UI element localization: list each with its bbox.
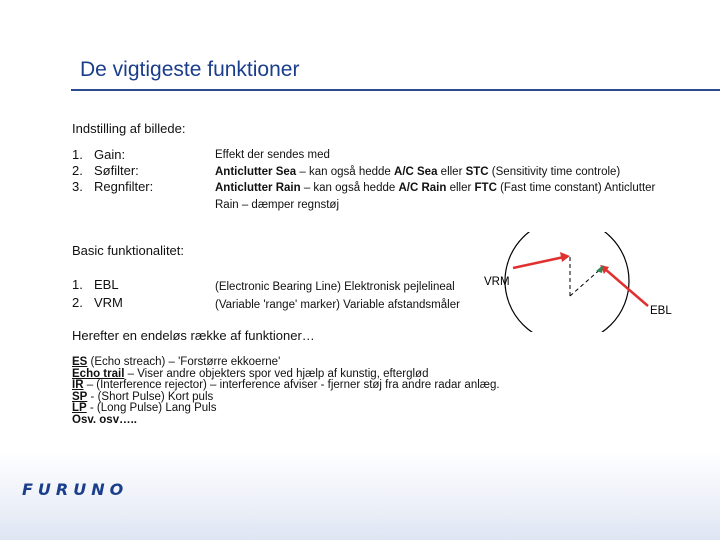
item-number: 1. (72, 277, 83, 292)
image-settings-heading: Indstilling af billede: (72, 121, 186, 136)
furuno-logo: FURUNO (22, 480, 129, 499)
page-title: De vigtigeste funktioner (80, 58, 300, 81)
title-divider (71, 89, 720, 91)
rain-filter-description-cont: Rain – dæmper regnstøj (215, 198, 339, 211)
vrm-description: (Variable 'range' marker) Variable afstandsmåler (215, 299, 460, 311)
basic-heading: Basic funktionalitet: (72, 243, 185, 258)
list-item (72, 276, 123, 294)
list-item: IR – (Interference rejector) – interference afviser - fjerner støj fra andre radar anlæg. (72, 379, 500, 392)
item-number: 3. (72, 179, 83, 194)
list-item (72, 179, 153, 195)
image-settings-list (72, 147, 153, 195)
item-label: VRM (94, 295, 123, 310)
item-number: 2. (72, 295, 83, 310)
radar-diagram (470, 232, 690, 332)
item-label: Regnfilter: (94, 179, 154, 194)
list-item (72, 294, 123, 312)
radar-circle (505, 232, 629, 332)
list-item (72, 147, 153, 163)
item-label: EBL (94, 277, 119, 292)
extras-list (72, 357, 500, 427)
list-item: ES (Echo streach) – 'Forstørre ekkoerne' (72, 356, 281, 368)
rain-filter-description: Anticlutter Rain – kan også hedde A/C Rain eller FTC (Fast time constant) Anticlutter (215, 182, 656, 194)
list-item: SP - (Short Pulse) Kort puls (72, 390, 214, 403)
ebl-description: (Electronic Bearing Line) Elektronisk pejlelineal (215, 281, 455, 293)
item-label: Søfilter: (94, 163, 139, 178)
ebl-label: EBL (650, 305, 672, 317)
list-item (72, 163, 153, 179)
extras-heading: Herefter en endeløs række af funktioner… (72, 328, 315, 343)
list-item: Osv. osv….. (72, 413, 137, 426)
basic-description (215, 278, 460, 314)
basic-list (72, 276, 123, 312)
list-item: LP - (Long Pulse) Lang Puls (72, 402, 217, 415)
item-number: 1. (72, 147, 83, 162)
gain-description: Effekt der sendes med (215, 149, 330, 161)
item-label: Gain: (94, 147, 126, 162)
vrm-arrow (513, 257, 564, 268)
item-number: 2. (72, 163, 83, 178)
list-item: Echo trail – Viser andre objekters spor ved hjælp af kunstig, efterglød (72, 367, 429, 380)
image-settings-description (215, 147, 655, 213)
sea-filter-description: Anticlutter Sea – kan også hedde A/C Sea eller STC (Sensitivity time controle) (215, 165, 621, 178)
vrm-arrow-head (560, 252, 570, 262)
vrm-label: VRM (484, 276, 510, 288)
